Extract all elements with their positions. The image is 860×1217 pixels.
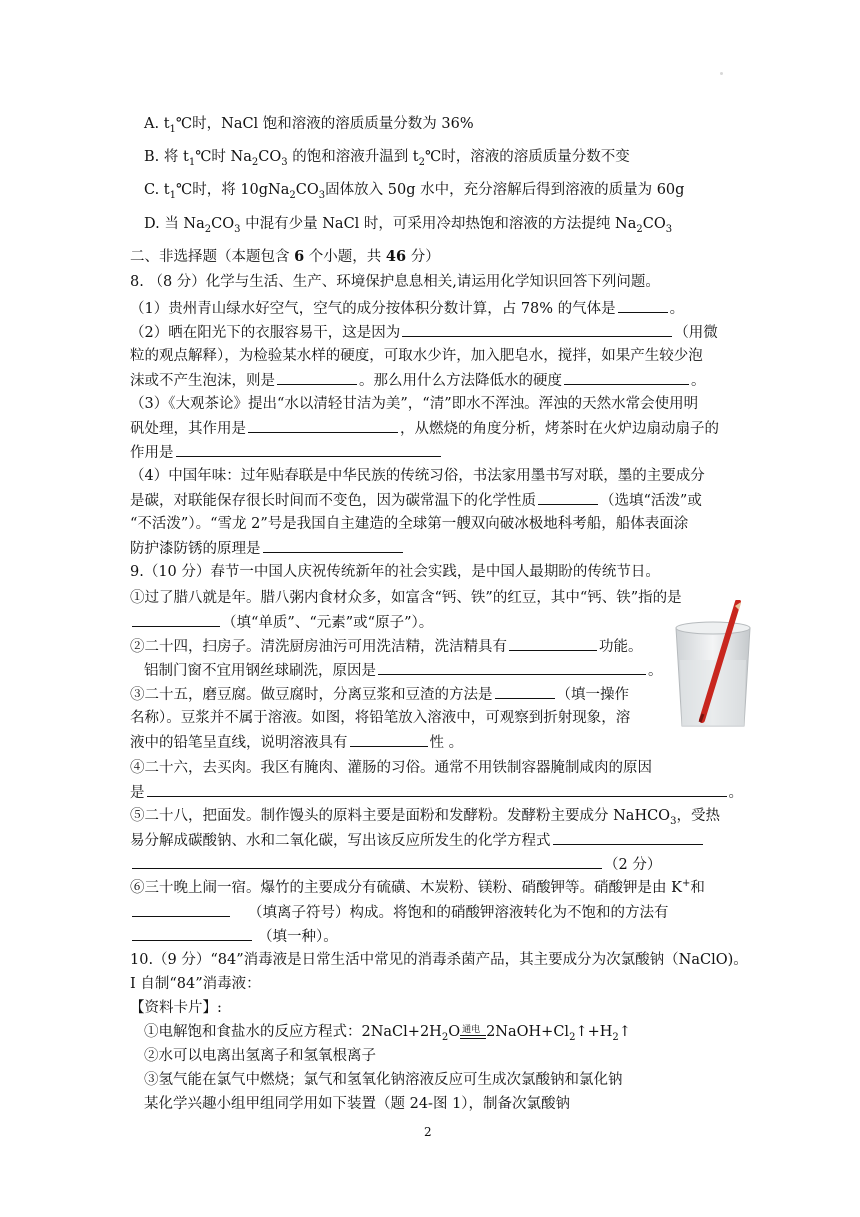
q8-p2c: 沫或不产生泡沫，则是 。那么用什么方法降低水的硬度 。	[130, 370, 706, 391]
q8-stem: 8. （8 分）化学与生活、生产、环境保护息息相关,请运用化学知识回答下列问题。	[130, 274, 660, 290]
q10-c2: ②水可以电离出氢离子和氢氧根离子	[144, 1048, 376, 1064]
answer-blank[interactable]	[564, 370, 689, 385]
answer-blank[interactable]	[277, 370, 357, 385]
option-a: A. $t_1℃$时，NaCl 饱和溶液的溶质质量分数为 36%	[144, 116, 474, 135]
q10-stem: 10.（9 分）“84”消毒液是日常生活中常见的消毒杀菌产品，其主要成分为次氯酸钠（NaClO)。	[130, 952, 748, 968]
answer-blank[interactable]	[248, 418, 398, 433]
q9-s6b: （填离子符号）构成。将饱和的硝酸钾溶液转化为不饱和的方法有	[130, 902, 669, 923]
q9-s5a: ⑤二十八，把面发。制作馒头的原料主要是面粉和发酵粉。发酵粉主要成分 NaHCO$_3$，受热	[130, 808, 720, 827]
answer-blank[interactable]	[132, 854, 602, 869]
answer-blank[interactable]	[132, 612, 220, 627]
answer-blank[interactable]	[132, 926, 252, 941]
q8-p1: （1）贵州青山绿水好空气，空气的成分按体积分数计算，占 78% 的气体是 。	[130, 298, 684, 319]
q9-s6c: （填一种）。	[130, 926, 338, 947]
q9-s5c: （2 分）	[130, 854, 661, 875]
q9-s2b: 铝制门窗不宜用钢丝球刷洗，原因是 。	[144, 660, 663, 681]
q9-s4a: ④二十六，去买肉。我区有腌肉、灌肠的习俗。通常不用铁制容器腌制咸肉的原因	[130, 760, 652, 776]
electrolysis-sign: 通电	[460, 1024, 486, 1040]
answer-blank[interactable]	[350, 732, 428, 747]
q9-s6a: ⑥三十晚上闹一宿。爆竹的主要成分有硫磺、木炭粉、镁粉、硝酸钾等。硝酸钾是由 K+和	[130, 878, 705, 896]
answer-blank[interactable]	[402, 322, 672, 337]
q8-p2b: 粒的观点解释），为检验某水样的硬度，可取水少许，加入肥皂水，搅拌，如果产生较少泡	[130, 348, 703, 364]
answer-blank[interactable]	[495, 684, 555, 699]
answer-blank[interactable]	[147, 782, 727, 797]
answer-blank[interactable]	[263, 538, 403, 553]
q8-p4d: 防护漆防锈的原理是	[130, 538, 405, 559]
q8-p3b: 矾处理，其作用是 ，从燃烧的角度分析，烤茶时在火炉边扇动扇子的	[130, 418, 719, 439]
q8-p4b: 是碳，对联能保存很长时间而不变色，因为碳常温下的化学性质 （选填“活泼”或	[130, 490, 702, 511]
answer-blank[interactable]	[618, 298, 668, 313]
q10-c3: ③氢气能在氯气中燃烧；氯气和氢氧化钠溶液反应可生成次氯酸钠和氯化钠	[144, 1072, 623, 1088]
q9-s1b: （填“单质”、“元素”或“原子”）。	[130, 612, 433, 633]
page-number: 2	[424, 1125, 432, 1139]
q8-p2a: （2）晒在阳光下的衣服容易干，这是因为 （用微	[130, 322, 718, 343]
section-heading: 二、非选择题（本题包含 6 个小题，共 46 分）	[130, 248, 440, 265]
q8-p4a: （4）中国年味：过年贴春联是中华民族的传统习俗，书法家用墨书写对联，墨的主要成分	[130, 468, 705, 484]
answer-blank[interactable]	[538, 490, 598, 505]
q10-c4: 某化学兴趣小组甲组同学用如下装置（题 24-图 1），制备次氯酸钠	[144, 1096, 571, 1112]
option-b: B. 将 $t_1℃$时 $Na_2CO_3$ 的饱和溶液升温到 $t_2℃$时，溶液的溶质质量分数不变	[144, 149, 630, 168]
q9-s4b: 是 。	[130, 782, 743, 803]
q9-s3a: ③二十五，磨豆腐。做豆腐时，分离豆浆和豆渣的方法是 （填一操作	[130, 684, 629, 705]
scan-speck	[720, 72, 723, 75]
q9-s3b: 名称）。豆浆并不属于溶液。如图，将铅笔放入溶液中，可观察到折射现象，溶	[130, 710, 631, 726]
q10-c1: ①电解饱和食盐水的反应方程式：$2NaCl+2H_2O$ 通电 $2NaOH+Cl_2↑+H_2↑$	[144, 1024, 631, 1043]
answer-blank[interactable]	[378, 660, 646, 675]
q9-s3c: 液中的铅笔呈直线，说明溶液具有 性 。	[130, 732, 463, 753]
q8-p4c: “不活泼”）。“雪龙 2”号是我国自主建造的全球第一艘双向破冰极地科考船，船体表面涂	[130, 516, 689, 532]
glass-pencil-illustration	[672, 600, 754, 730]
answer-blank[interactable]	[132, 902, 230, 917]
q8-p3c: 作用是	[130, 442, 443, 463]
q8-p3a: （3）《大观茶论》提出“水以清轻甘洁为美”，“清”即水不浑浊。浑浊的天然水常会使用明	[130, 396, 699, 412]
answer-blank[interactable]	[176, 442, 441, 457]
option-d: D. 当 $Na_2CO_3$ 中混有少量 NaCl 时，可采用冷却热饱和溶液的方法提纯 $Na_2CO_3$	[144, 216, 673, 235]
q9-s1a: ①过了腊八就是年。腊八粥内食材众多，如富含“钙、铁”的红豆，其中“钙、铁”指的是	[130, 590, 682, 606]
q9-s2a: ②二十四，扫房子。清洗厨房油污可用洗洁精，洗洁精具有 功能。	[130, 636, 643, 657]
q10-card: 【资料卡片】:	[130, 1000, 222, 1016]
option-c: C. $t_1℃$时，将 $10gNa_2CO_3$固体放入 50g 水中，充分溶解后得到溶液的质量为 60g	[144, 182, 685, 201]
q9-stem: 9.（10 分）春节一中国人庆祝传统新年的社会实践，是中国人最期盼的传统节日。	[130, 564, 660, 580]
q9-s5b: 易分解成碳酸钠、水和二氧化碳，写出该反应所发生的化学方程式	[130, 830, 705, 851]
answer-blank[interactable]	[553, 830, 703, 845]
q10-part1: I 自制“84”消毒液：	[130, 976, 261, 992]
answer-blank[interactable]	[509, 636, 597, 651]
